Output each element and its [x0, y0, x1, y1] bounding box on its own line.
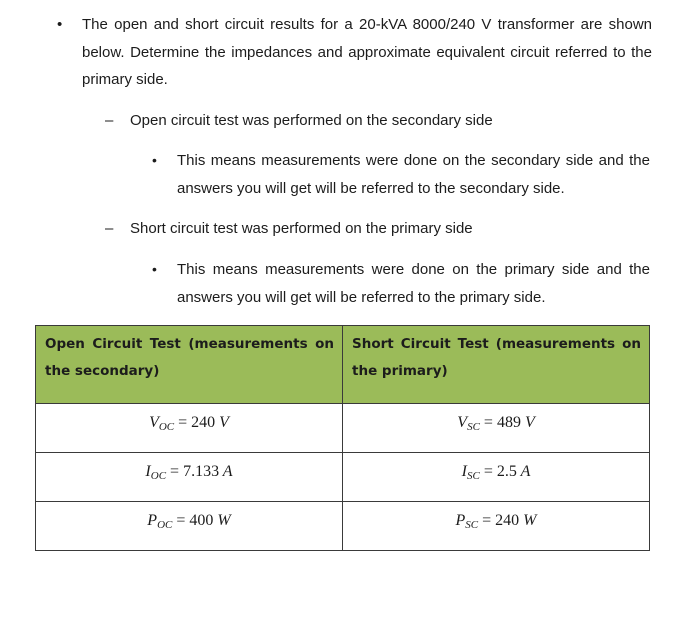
poc-cell: $P_{OC} = 400$ W [36, 502, 343, 551]
short-circuit-note: Short circuit test was performed on the primary side [130, 220, 473, 237]
dash-marker: – [105, 220, 114, 237]
test-results-table [35, 325, 650, 551]
table-header-row [36, 326, 650, 404]
open-circuit-note: Open circuit test was performed on the secondary side [130, 112, 493, 129]
sub-bullet-marker: • [152, 261, 157, 277]
short-circuit-header: Short Circuit Test (measurements on the primary) [343, 326, 650, 404]
voc-cell: $V_{OC} = 240$ V [36, 404, 343, 453]
short-circuit-explanation: This means measurements were done on the primary side and the answers you will get will be referred to the primary side. [177, 261, 650, 306]
isc-cell: $I_{SC} = 2.5$ A [343, 453, 650, 502]
table-row [36, 404, 650, 453]
psc-cell: $P_{SC} = 240$ W [343, 502, 650, 551]
dash-marker: – [105, 112, 114, 129]
table-row [36, 502, 650, 551]
table-row [36, 453, 650, 502]
bullet-marker: • [57, 16, 63, 33]
open-circuit-header: Open Circuit Test (measurements on the secondary) [36, 326, 343, 404]
sub-bullet-marker: • [152, 152, 157, 168]
open-circuit-explanation: This means measurements were done on the secondary side and the answers you will get will be referred to the secondary side. [177, 152, 650, 197]
vsc-cell: $V_{SC} = 489$ V [343, 404, 650, 453]
ioc-cell: $I_{OC} = 7.133$ A [36, 453, 343, 502]
problem-statement: The open and short circuit results for a 20-kVA 8000/240 V transformer are shown below. Determine the impedances and approximate equivalent circuit referred to the primary side. [82, 16, 652, 88]
